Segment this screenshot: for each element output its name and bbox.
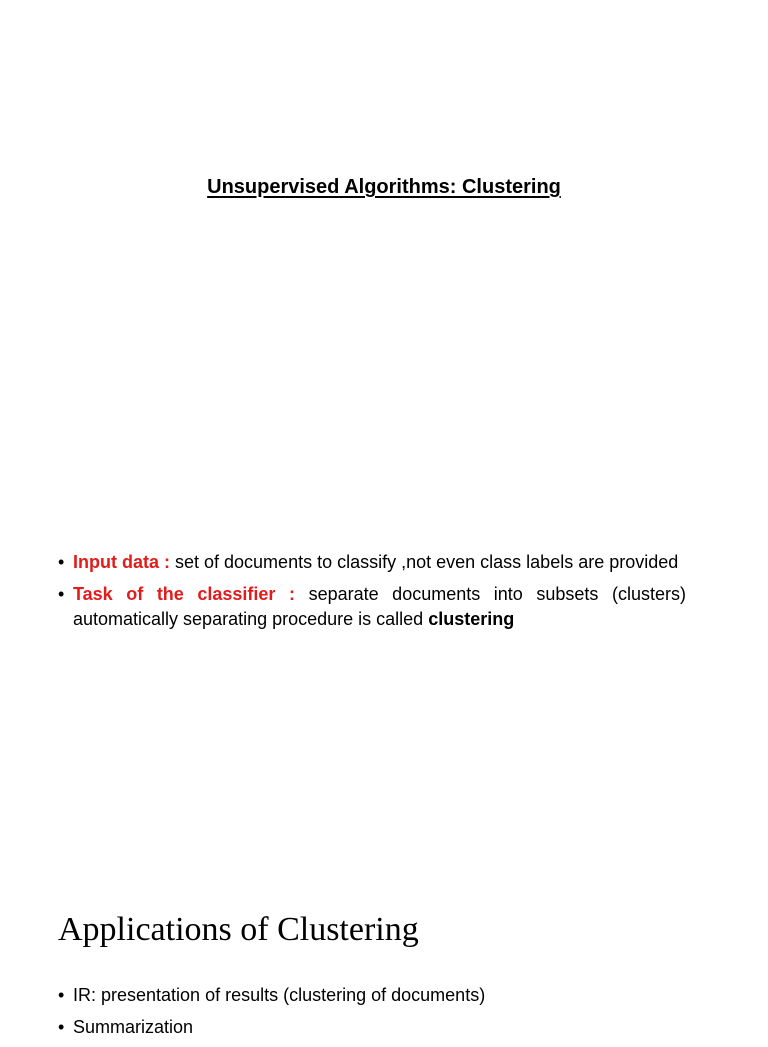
list-item [58, 1015, 686, 1040]
bullet-task-of-classifier [58, 582, 686, 632]
bullet-emphasis: clustering [428, 609, 515, 629]
bullet-term: Task of the classifier : [73, 584, 295, 604]
section-heading: Applications of Clustering [58, 911, 419, 948]
slide-definitions [0, 520, 768, 850]
bullet-input-data [58, 550, 686, 575]
bullet-dot-icon: • [58, 1017, 65, 1037]
slide-title: Unsupervised Algorithms: Clustering [207, 176, 561, 198]
bullet-dot-icon: • [58, 552, 65, 572]
slide-title-page [0, 0, 768, 520]
list-item [58, 983, 686, 1008]
applications-list [58, 983, 686, 1047]
bullet-text: separate documents into subsets (clusters) automatically separating procedure is called [73, 584, 686, 629]
bullet-dot-icon: • [58, 985, 65, 1005]
bullet-term: Input data : [73, 552, 170, 572]
slide-applications [0, 850, 768, 1037]
bullet-text: set of documents to classify ,not even class labels are provided [170, 552, 679, 572]
bullet-text: IR: presentation of results (clustering of documents) [73, 985, 486, 1005]
bullet-text: Summarization [73, 1017, 194, 1037]
bullet-dot-icon: • [58, 584, 65, 604]
definition-list [58, 550, 686, 639]
